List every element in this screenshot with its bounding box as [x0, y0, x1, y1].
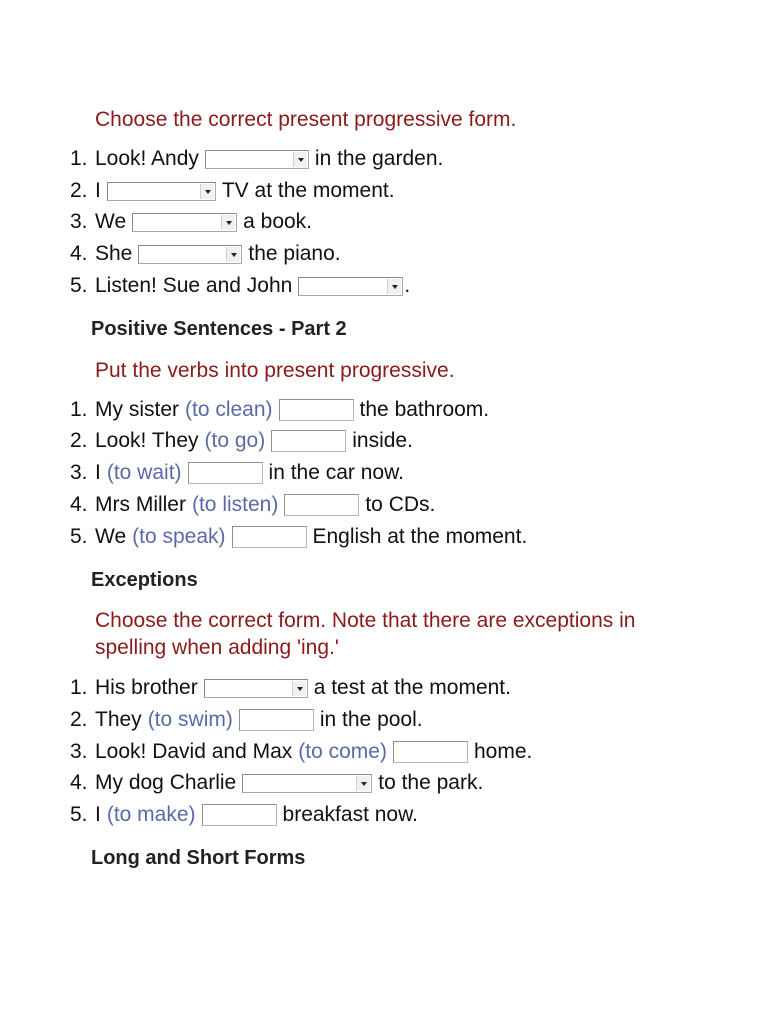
item-number: 4. — [70, 242, 88, 265]
item-number: 1. — [70, 147, 88, 170]
item-text-after: the piano. — [248, 242, 341, 265]
item-number: 5. — [70, 803, 88, 826]
answer-input[interactable] — [202, 804, 277, 826]
item-text-after: a test at the moment. — [313, 676, 511, 699]
s1-item-3 — [70, 208, 312, 236]
answer-select[interactable] — [107, 182, 216, 201]
section4-heading: Long and Short Forms — [91, 847, 306, 869]
chevron-down-icon[interactable] — [292, 681, 306, 696]
item-text-after: TV at the moment. — [221, 179, 395, 202]
item-text-before: His brother — [95, 676, 198, 699]
item-text-before: I — [95, 179, 101, 202]
item-text-before: Look! Andy — [95, 147, 199, 170]
chevron-down-icon[interactable] — [226, 247, 240, 262]
item-text-after: the bathroom. — [359, 398, 490, 421]
answer-input[interactable] — [279, 399, 354, 421]
item-text-before: We — [95, 210, 127, 233]
item-text-before: Look! They — [95, 429, 199, 452]
section3-instruction-line2: spelling when adding 'ing.' — [95, 636, 339, 659]
s3-item-5 — [70, 801, 418, 829]
s2-item-2 — [70, 427, 413, 455]
s3-item-1 — [70, 674, 511, 702]
verb-hint: (to come) — [298, 740, 387, 763]
item-number: 5. — [70, 274, 88, 297]
s1-item-1 — [70, 145, 443, 173]
answer-select[interactable] — [132, 213, 237, 232]
item-number: 2. — [70, 708, 88, 731]
s2-item-5 — [70, 523, 527, 551]
verb-hint: (to speak) — [132, 525, 226, 548]
item-number: 3. — [70, 740, 88, 763]
item-number: 2. — [70, 429, 88, 452]
item-text-before: I — [95, 803, 101, 826]
answer-input[interactable] — [393, 741, 468, 763]
verb-hint: (to wait) — [106, 461, 182, 484]
answer-select[interactable] — [242, 774, 372, 793]
verb-hint: (to make) — [106, 803, 196, 826]
item-text-after: to the park. — [378, 771, 484, 794]
item-text-after: home. — [473, 740, 533, 763]
item-text-before: My dog Charlie — [95, 771, 237, 794]
answer-input[interactable] — [239, 709, 314, 731]
answer-input[interactable] — [284, 494, 359, 516]
item-text-after: inside. — [352, 429, 413, 452]
answer-input[interactable] — [232, 526, 307, 548]
s1-item-2 — [70, 177, 395, 205]
s3-item-3 — [70, 738, 532, 766]
section2-instruction: Put the verbs into present progressive. — [95, 359, 455, 382]
item-text-before: I — [95, 461, 101, 484]
item-text-after: in the pool. — [319, 708, 423, 731]
item-text-before: My sister — [95, 398, 179, 421]
item-number: 4. — [70, 493, 88, 516]
section3-heading: Exceptions — [91, 569, 198, 591]
item-text-before: Listen! Sue and John — [95, 274, 293, 297]
item-number: 4. — [70, 771, 88, 794]
verb-hint: (to go) — [204, 429, 266, 452]
answer-input[interactable] — [188, 462, 263, 484]
item-text-after: a book. — [243, 210, 313, 233]
item-number: 2. — [70, 179, 88, 202]
item-text-before: She — [95, 242, 133, 265]
chevron-down-icon[interactable] — [387, 279, 401, 294]
item-text-before: Mrs Miller — [95, 493, 186, 516]
item-text-after: . — [404, 274, 411, 297]
answer-select[interactable] — [298, 277, 403, 296]
chevron-down-icon[interactable] — [200, 184, 214, 199]
answer-select[interactable] — [138, 245, 242, 264]
item-number: 3. — [70, 461, 88, 484]
chevron-down-icon[interactable] — [293, 152, 307, 167]
section3-instruction-line1: Choose the correct form. Note that there are exceptions in — [95, 609, 636, 632]
verb-hint: (to swim) — [147, 708, 233, 731]
item-text-before: Look! David and Max — [95, 740, 293, 763]
s3-item-4 — [70, 769, 483, 797]
section2-heading: Positive Sentences - Part 2 — [91, 318, 347, 340]
item-number: 1. — [70, 398, 88, 421]
verb-hint: (to clean) — [185, 398, 273, 421]
s1-item-4 — [70, 240, 341, 268]
section1-instruction: Choose the correct present progressive form. — [95, 108, 517, 131]
item-text-after: English at the moment. — [312, 525, 528, 548]
item-text-before: They — [95, 708, 142, 731]
s2-item-3 — [70, 459, 404, 487]
item-number: 1. — [70, 676, 88, 699]
verb-hint: (to listen) — [191, 493, 279, 516]
s2-item-4 — [70, 491, 435, 519]
answer-input[interactable] — [271, 430, 346, 452]
item-text-after: in the car now. — [268, 461, 404, 484]
item-number: 3. — [70, 210, 88, 233]
s1-item-5 — [70, 272, 410, 300]
s2-item-1 — [70, 396, 489, 424]
answer-select[interactable] — [204, 679, 308, 698]
chevron-down-icon[interactable] — [356, 776, 370, 791]
answer-select[interactable] — [205, 150, 309, 169]
item-text-after: to CDs. — [365, 493, 436, 516]
item-text-before: We — [95, 525, 127, 548]
s3-item-2 — [70, 706, 423, 734]
item-number: 5. — [70, 525, 88, 548]
item-text-after: in the garden. — [314, 147, 444, 170]
item-text-after: breakfast now. — [282, 803, 418, 826]
chevron-down-icon[interactable] — [221, 215, 235, 230]
